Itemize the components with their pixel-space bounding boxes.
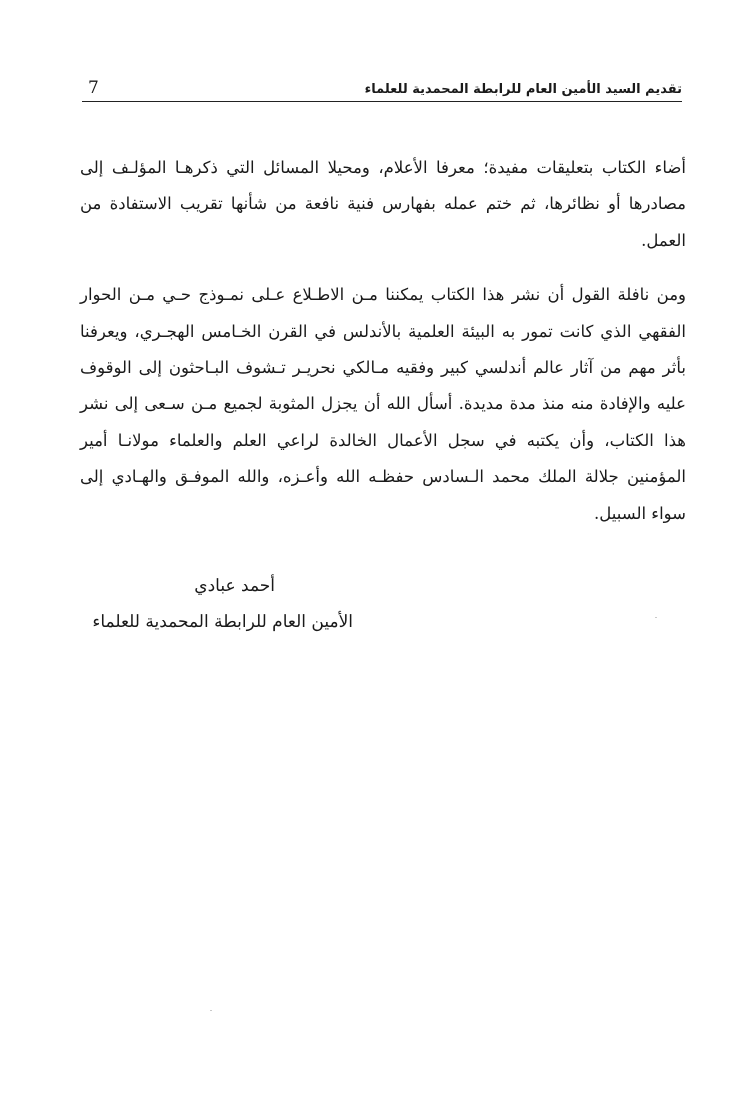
header-rule (82, 101, 682, 102)
signatory-name: أحمد عبادي (194, 576, 275, 596)
scan-speck (655, 617, 657, 618)
paragraph-1: أضاء الكتاب بتعليقات مفيدة؛ معرفا الأعلام، ومحيلا المسائل التي ذكرهـا المؤلـف إلى مصادرها أو نظائرها، ثم ختم عمله بفهارس فنية نافعة من شأنها تقريب الاستفادة من العمل. (80, 158, 686, 250)
body-text (80, 150, 686, 532)
signatory-title: الأمين العام للرابطة المحمدية للعلماء (92, 612, 353, 632)
running-header-title: تقديم السيد الأمين العام للرابطة المحمدية للعلماء (364, 82, 682, 97)
signature-block (92, 568, 353, 640)
scan-speck (210, 1010, 212, 1011)
paragraph-2: ومن نافلة القول أن نشر هذا الكتاب يمكننا مـن الاطـلاع عـلى نمـوذج حـي مـن الحوار الفقهي الذي كانت تمور به البيئة العلمية بالأندلس في القرن الخـامس الهجـري، ويعرفنا بأثر مهم من آثار عالم أندلسي كبير وفقيه مـالكي نحريـر تـشوف البـاحثون إلى الوقوف عليه والإفادة منه منذ مدة مديدة. أسأل الله أن يجزل المثوبة لجميع مـن سـعى إلى نشر هذا الكتاب، وأن يكتبه في سجل الأعمال الخالدة لراعي العلم والعلماء مولانـا أمير المؤمنين جلالة الملك محمد الـسادس حفظـه الله وأعـزه، والله الموفـق والهـادي إلى سواء السبيل. (80, 285, 686, 523)
page-number: 7 (88, 78, 99, 98)
